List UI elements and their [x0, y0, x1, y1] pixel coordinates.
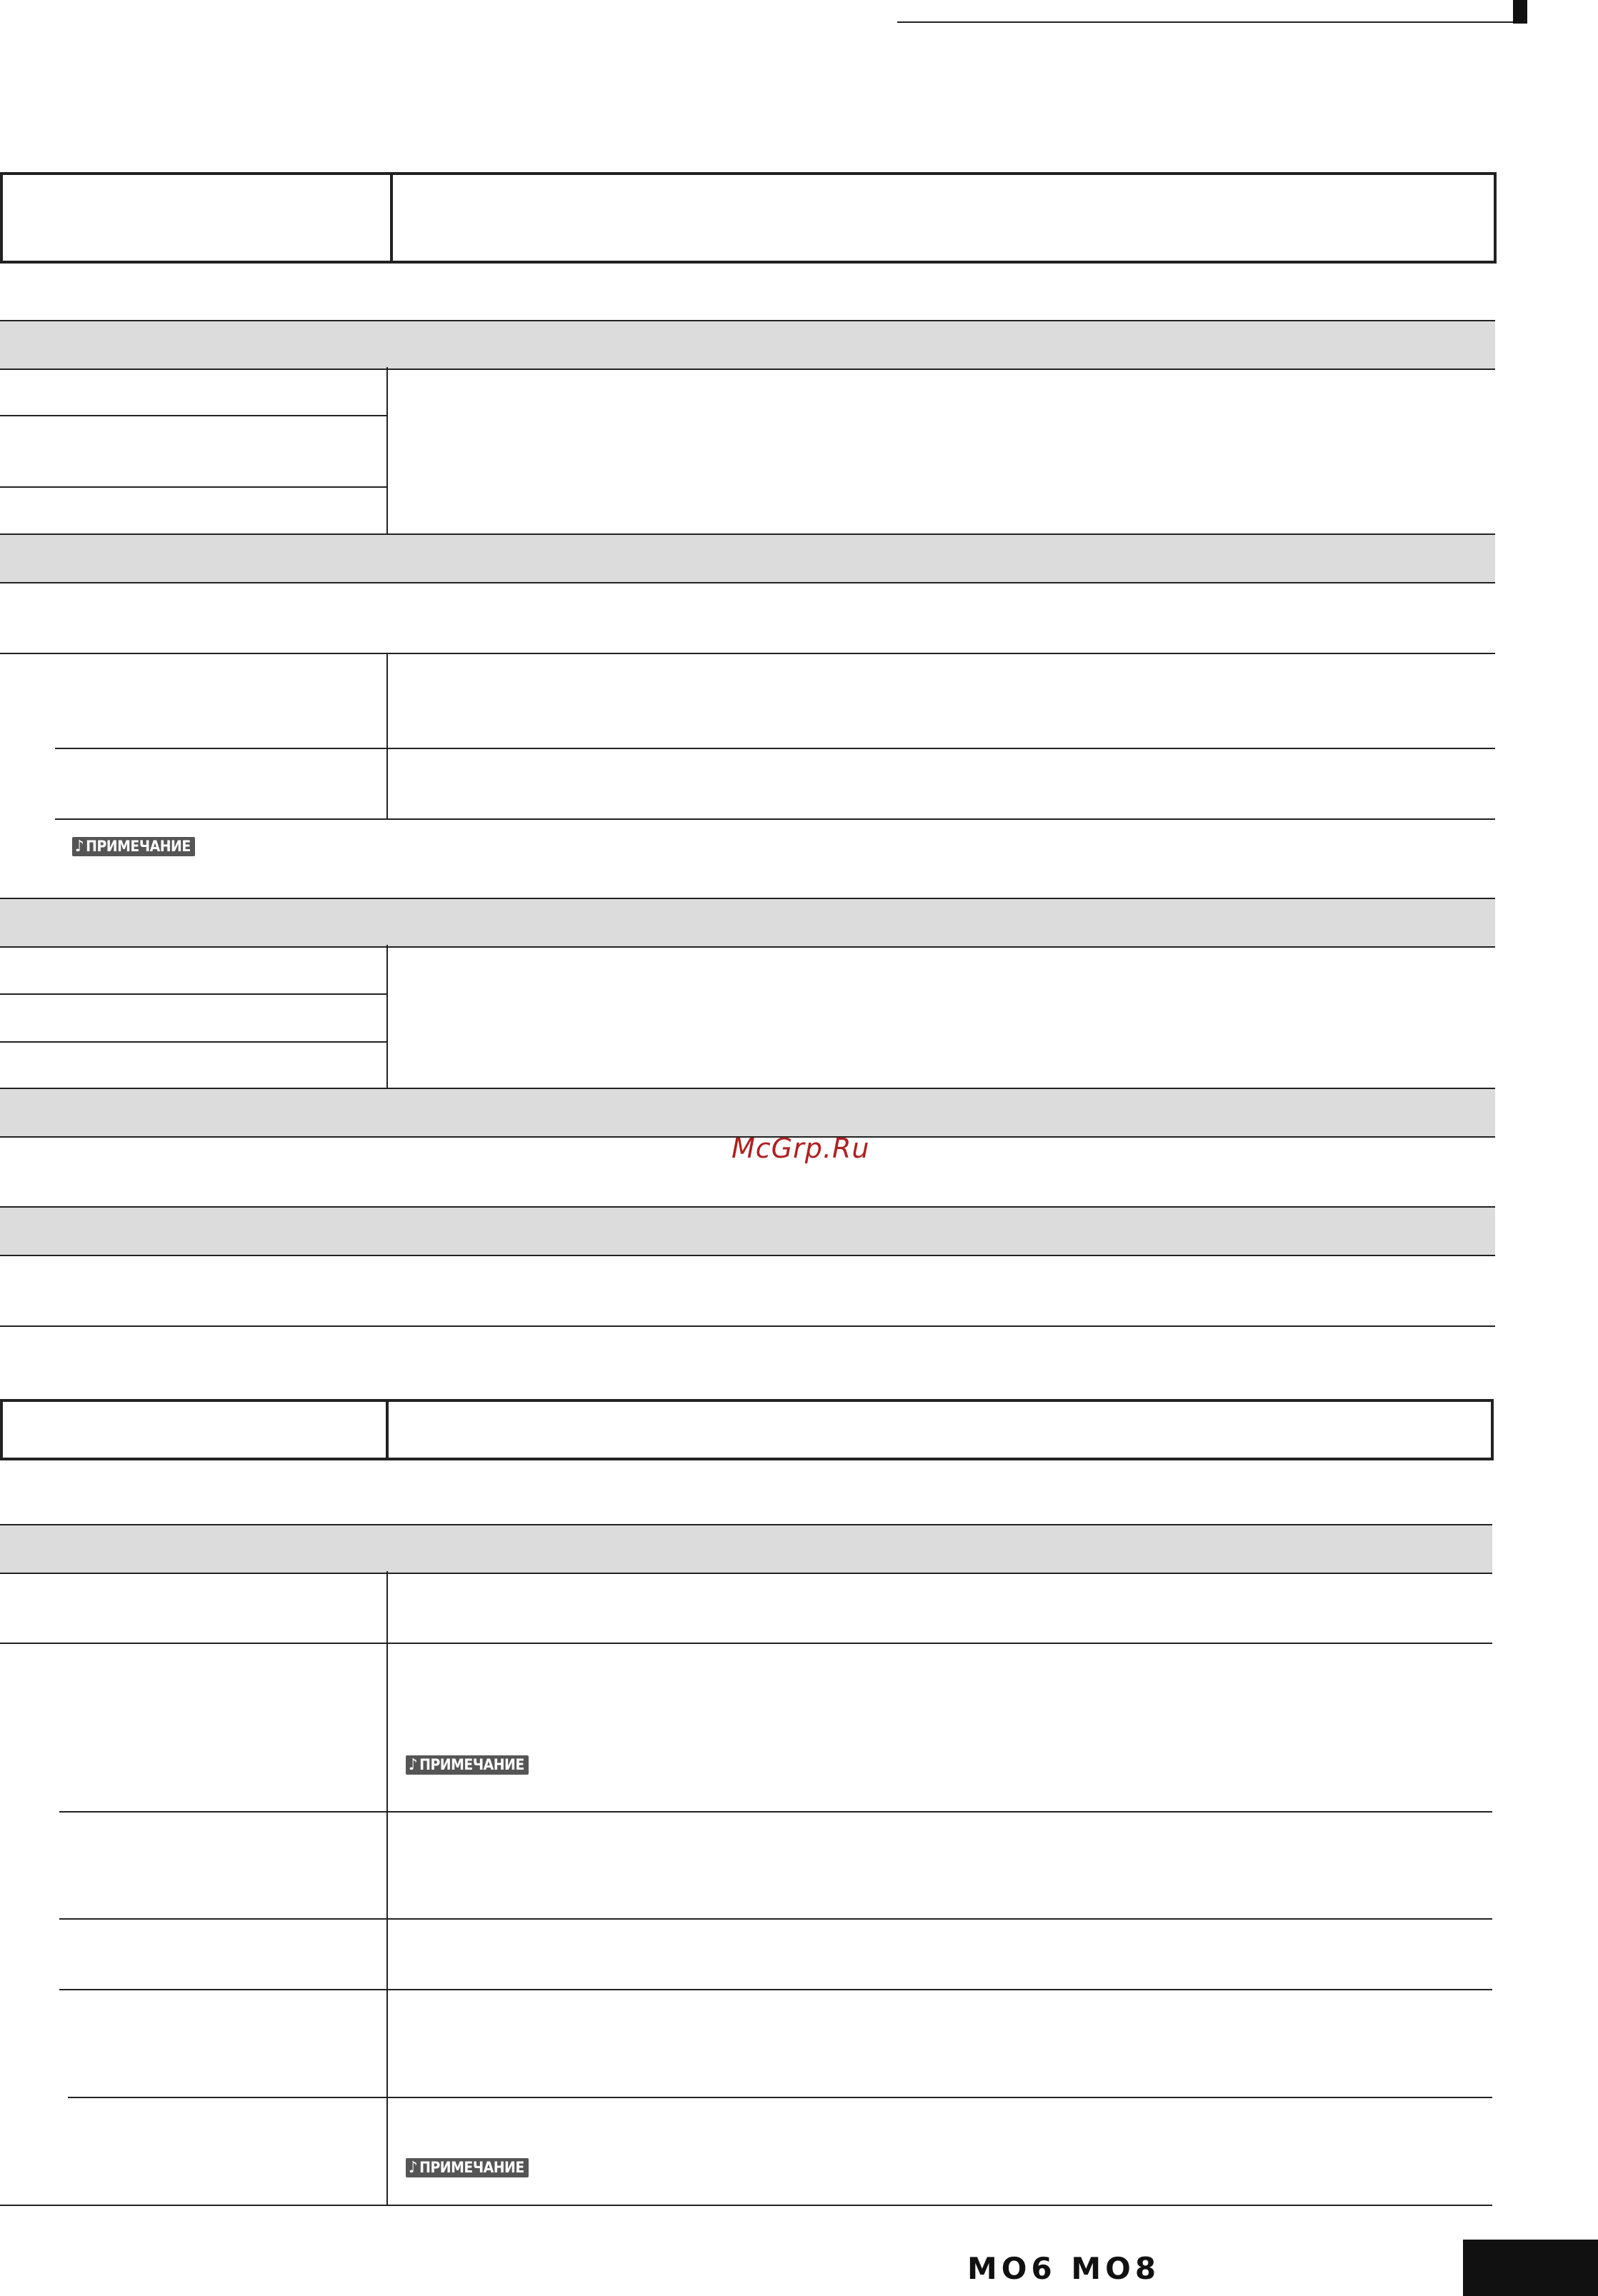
note-label: ПРИМЕЧАНИЕ [86, 838, 191, 855]
row-line [0, 1325, 1495, 1327]
section-band-5 [0, 1206, 1495, 1256]
middle-title-box-divider [386, 1400, 389, 1459]
row-line [55, 748, 1495, 749]
row-line [68, 2097, 1492, 2098]
note-badge [72, 837, 195, 856]
column-divider [386, 653, 388, 820]
watermark: McGrp.Ru [731, 1133, 870, 1164]
top-title-box [0, 172, 1497, 264]
column-divider [386, 945, 388, 1089]
note-badge [406, 2158, 529, 2177]
row-line [0, 653, 1495, 654]
row-line [55, 818, 1495, 820]
header-corner-tab [1513, 0, 1527, 24]
music-note-icon: ♪ [409, 2159, 418, 2177]
row-line [0, 993, 386, 995]
row-line [0, 2205, 1492, 2206]
page-number-tab [1463, 2240, 1598, 2296]
music-note-icon: ♪ [409, 1756, 418, 1774]
middle-title-box [0, 1399, 1494, 1460]
note-label: ПРИМЕЧАНИЕ [419, 2159, 524, 2176]
product-logo: MO6 MO8 [967, 2251, 1161, 2286]
section-band-6 [0, 1524, 1492, 1574]
music-note-icon: ♪ [75, 838, 84, 856]
column-divider [386, 367, 388, 534]
top-title-box-divider [390, 174, 393, 262]
section-band-3 [0, 898, 1495, 948]
column-divider [386, 1571, 388, 2205]
row-line [0, 415, 386, 416]
section-band-4 [0, 1088, 1495, 1138]
row-line [59, 1918, 1492, 1920]
row-line [0, 1643, 1492, 1644]
section-band-1 [0, 320, 1495, 370]
row-line [59, 1989, 1492, 1990]
section-band-2 [0, 533, 1495, 583]
row-line [0, 1041, 386, 1043]
note-badge [406, 1755, 529, 1775]
header-rule [897, 21, 1514, 23]
row-line [0, 486, 386, 488]
note-label: ПРИМЕЧАНИЕ [419, 1756, 524, 1773]
row-line [59, 1811, 1492, 1813]
